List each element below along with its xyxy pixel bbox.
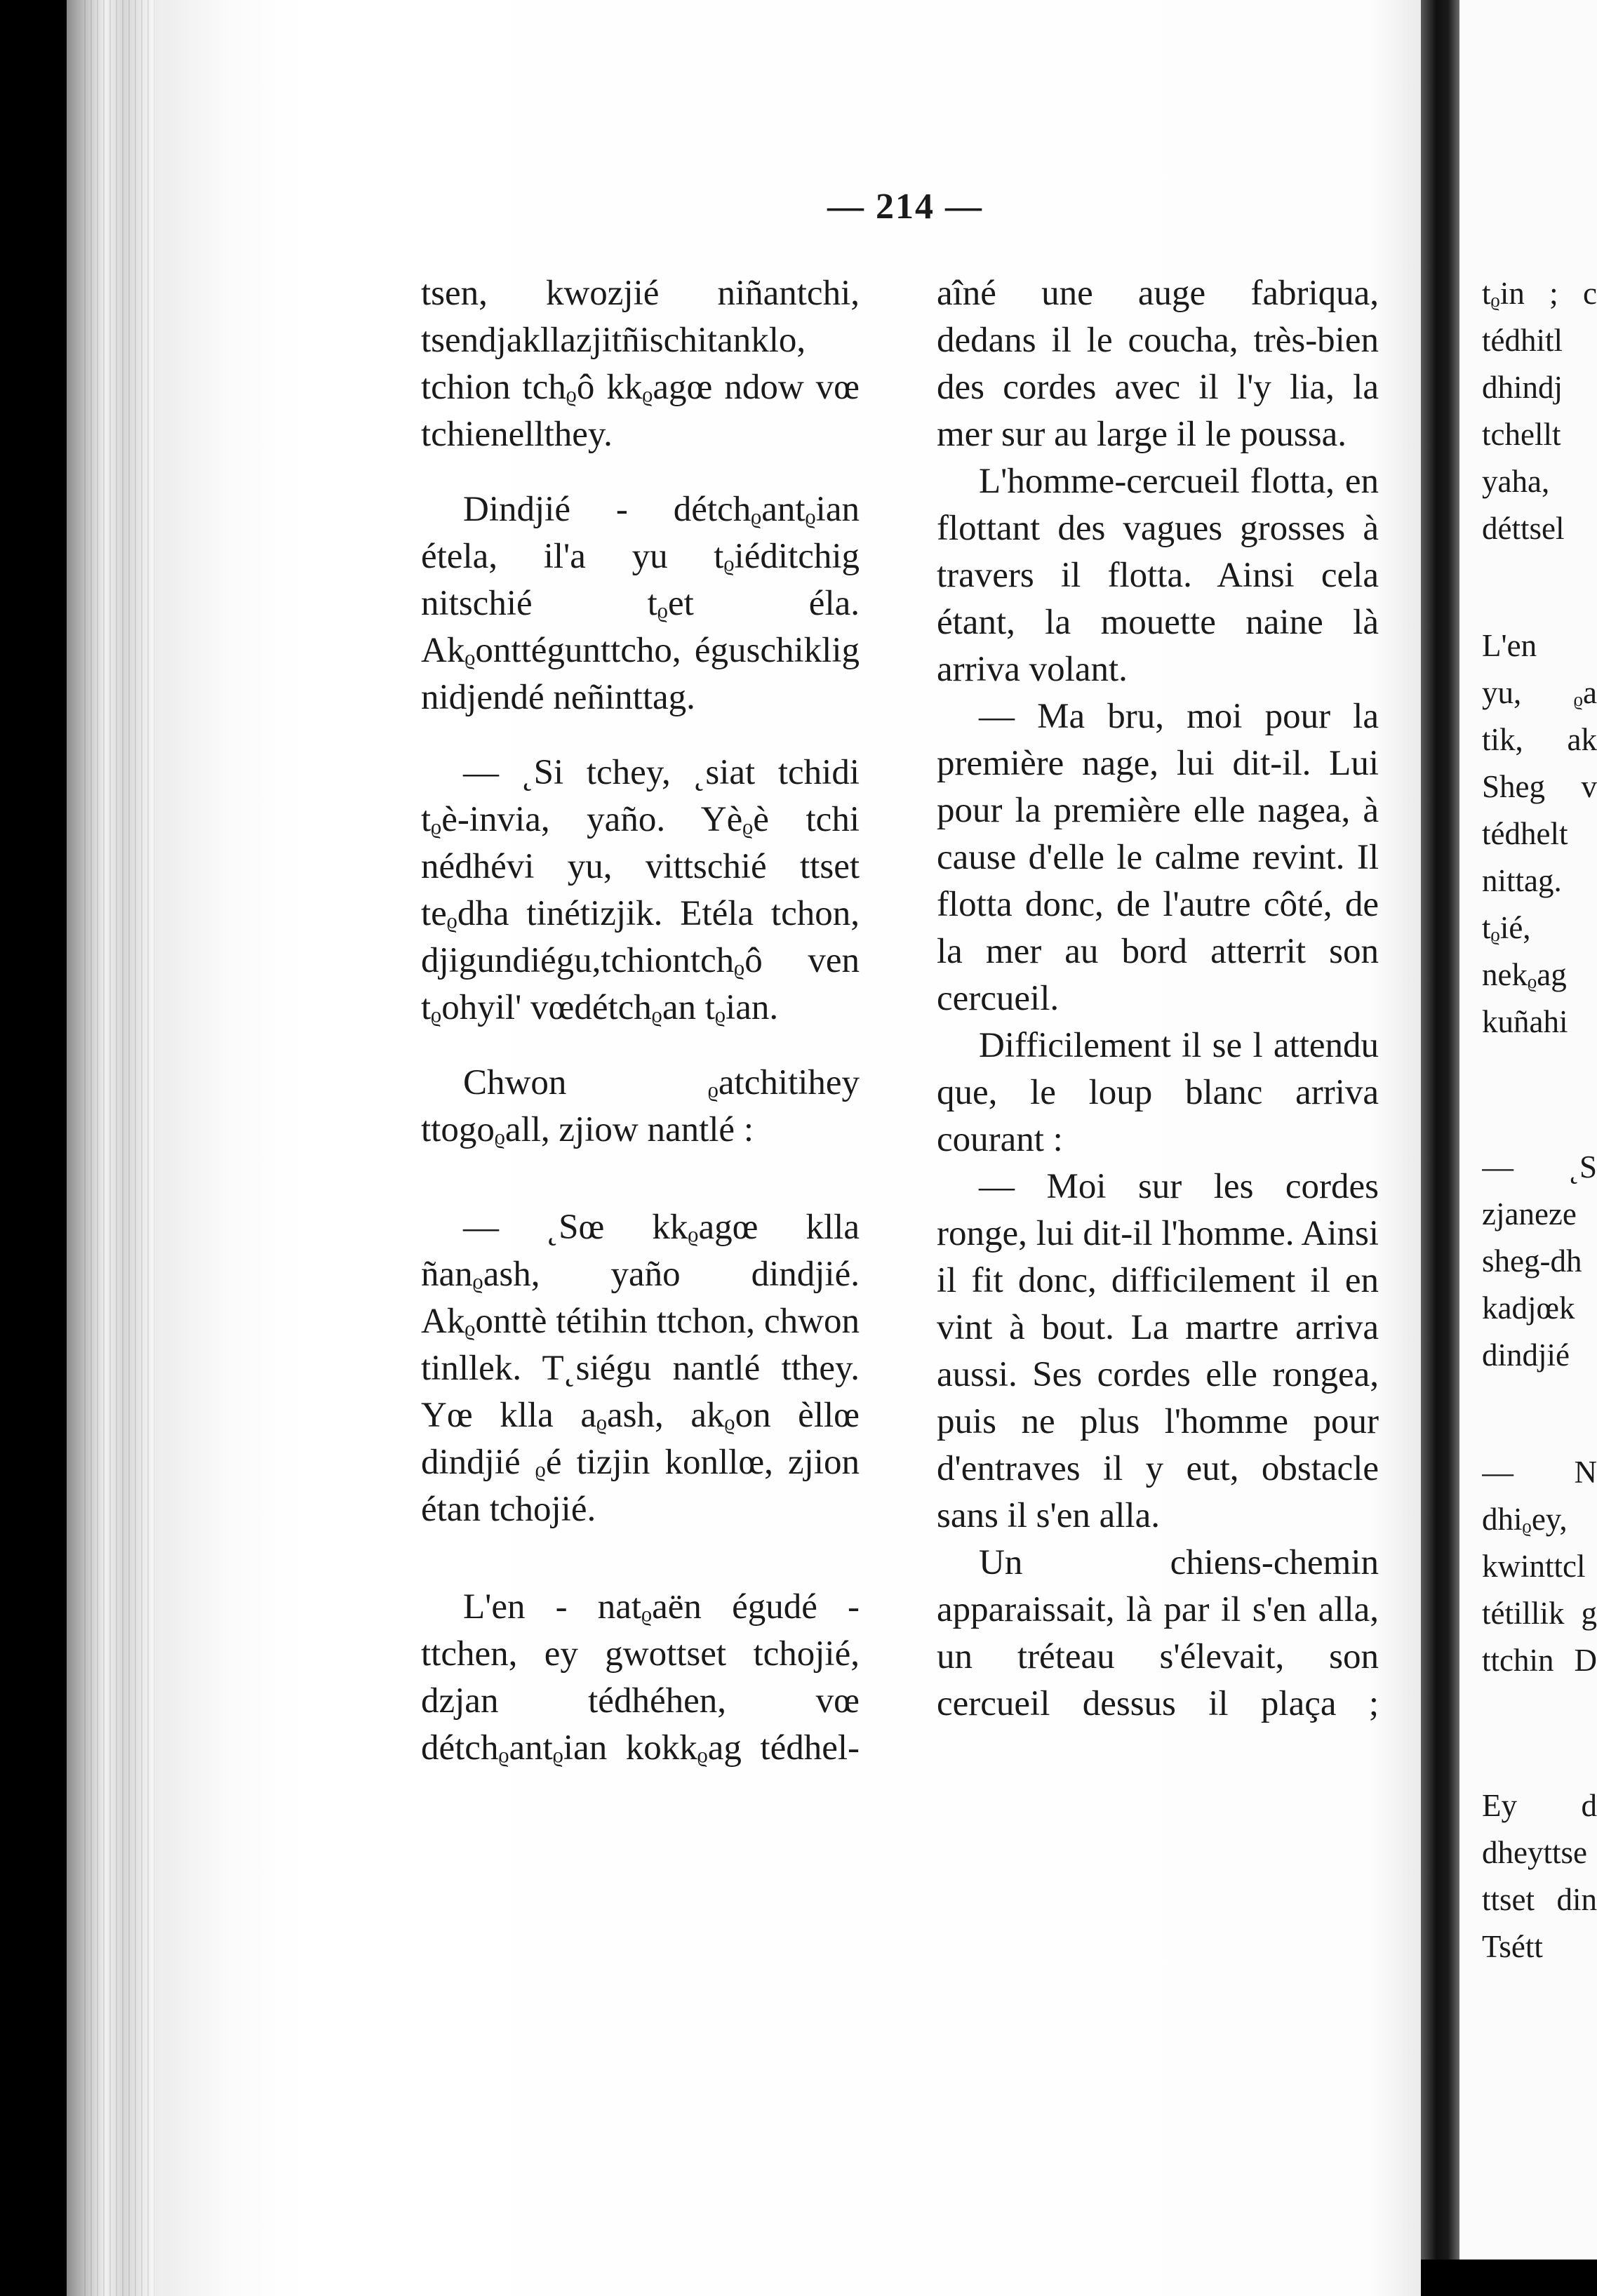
paragraph: Dindjié - détchᵨantᵨian étela, il'a yu tᵨiéditchig nitschié tᵨet éla. Akᵨonttégunttcho, éguschiklig nidjendé neñinttag. (421, 490, 860, 717)
text-line: dhiᵨey, (1482, 1502, 1568, 1537)
text-line: kadjœk (1482, 1290, 1575, 1326)
text-line: Sheg v (1482, 769, 1597, 804)
paragraph: tsen, kwozjié niñantchi, tsendjakllazjitñischitanklo, tchion tchᵨô kkᵨagœ ndow vœ tchienellthey. (421, 274, 860, 454)
paragraph: — ˛Sœ kkᵨagœ klla ñanᵨash, yaño dindjié. Akᵨonttè tétihin ttchon, chwon tinllek. T˛siégu nantlé tthey. Yœ klla aᵨash, akᵨon èllœ dindjié ᵨé tizjin konllœ, zjion étan tchojié. (421, 1208, 860, 1529)
text-line: tᵨin ; c (1482, 276, 1597, 311)
paragraph: Un chiens-chemin apparaissait, là par il s'en alla, un tréteau s'élevait, son cercueil dessus il plaça ; (937, 1543, 1379, 1723)
scan-border-left (0, 0, 67, 2296)
text-line: — ˛S (1482, 1149, 1597, 1184)
scan-border-bottom (1421, 2260, 1597, 2296)
text-line: sheg-dh (1482, 1243, 1582, 1279)
right-column-french-translation (937, 270, 1379, 1728)
text-line: tik, ak (1482, 722, 1597, 757)
text-line: dheyttse (1482, 1835, 1587, 1870)
paragraph: L'homme-cercueil flotta, en flottant des vagues grosses à travers il flotta. Ainsi cela étant, la mouette naine là arriva volant. (937, 462, 1379, 689)
text-line: yaha, (1482, 464, 1550, 499)
paragraph: aîné une auge fabriqua, dedans il le coucha, très-bien des cordes avec il l'y lia, la mer sur au large il le poussa. (937, 274, 1379, 454)
text-line: zjaneze (1482, 1196, 1577, 1232)
text-line: kwinttcl (1482, 1549, 1586, 1584)
text-line: tédhitl (1482, 323, 1563, 358)
text-line: tédhelt (1482, 816, 1568, 851)
text-line: Tsétt (1482, 1929, 1543, 1964)
text-line: nekᵨag (1482, 957, 1567, 992)
facing-page-text-fragments (1482, 270, 1597, 1970)
page-edges (84, 0, 154, 2296)
text-line: dindjié (1482, 1337, 1570, 1373)
paragraph: L'en - natᵨaën égudé - ttchen, ey gwottset tchojié, dzjan tédhéhen, vœ détchᵨantᵨian kokkᵨag tédhel- (421, 1587, 860, 1768)
text-line: tétillik g (1482, 1596, 1597, 1631)
page-number: — 214 — (827, 187, 983, 227)
text-line: tchellt (1482, 417, 1561, 452)
paragraph: Chwon ᵨatchitihey ttogoᵨall, zjiow nantlé : (421, 1063, 860, 1149)
text-line: ttset din (1482, 1882, 1597, 1917)
text-line: dhindj (1482, 370, 1563, 405)
text-line: — N (1482, 1455, 1597, 1490)
paragraph: Difficilement il se l attendu que, le loup blanc arriva courant : (937, 1026, 1379, 1159)
paragraph: — Ma bru, moi pour la première nage, lui dit-il. Lui pour la première elle nagea, à cause d'elle le calme revint. Il flotta donc, de l'autre côté, de la mer au bord atterrit son cercueil. (937, 697, 1379, 1018)
paragraph: — ˛Si tchey, ˛siat tchidi tᵨè-invia, yaño. Yèᵨè tchi nédhévi yu, vittschié ttset teᵨdha tinétizjik. Etéla tchon, djigundiégu,tchiontchᵨô ven tᵨohyil' vœdétchᵨan tᵨian. (421, 753, 860, 1027)
left-column-dindjie-text (421, 270, 860, 1772)
text-line: yu, ᵨa (1482, 675, 1597, 710)
text-line: kuñahi (1482, 1004, 1568, 1039)
text-line: déttsel (1482, 511, 1565, 546)
text-line: Ey d (1482, 1788, 1597, 1823)
text-line: L'en (1482, 628, 1537, 663)
book-gutter (1421, 0, 1459, 2296)
text-line: nittag. (1482, 863, 1562, 898)
text-line: ttchin D (1482, 1643, 1597, 1678)
paragraph: — Moi sur les cordes ronge, lui dit-il l'homme. Ainsi il fit donc, difficilement il en vint à bout. La martre arriva aussi. Ses cordes elle rongea, puis ne plus l'homme pour d'entraves il y eut, obstacle sans il s'en alla. (937, 1167, 1379, 1535)
text-line: tᵨié, (1482, 910, 1531, 945)
